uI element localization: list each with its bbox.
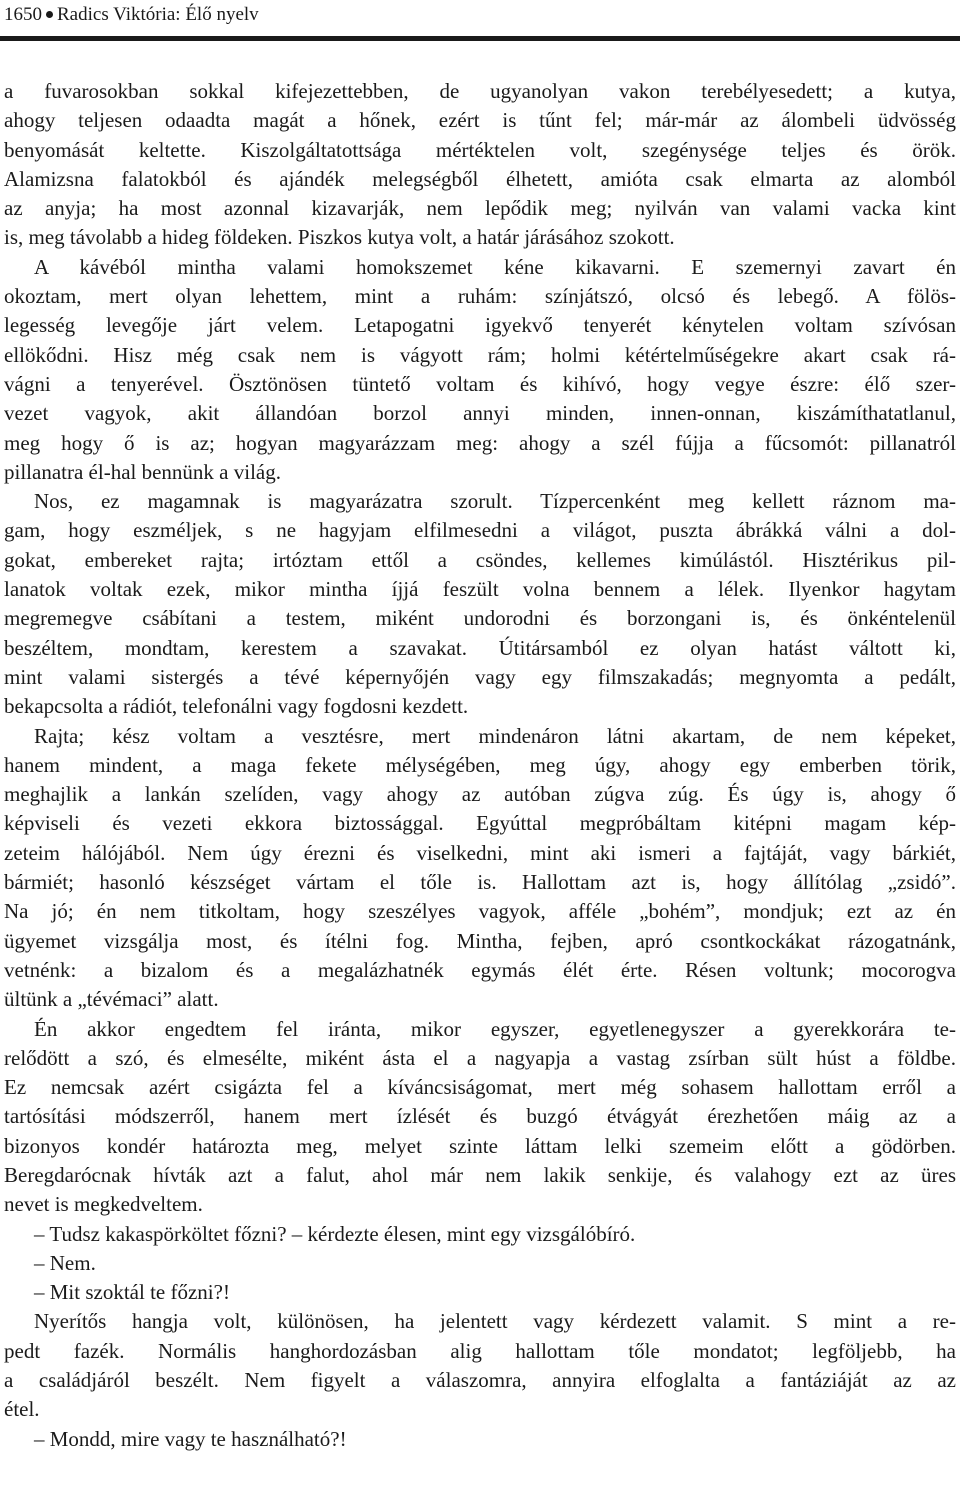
text-line: Nyerítős hangja volt, különösen, ha jelentett vagy kérdezett valamit. S mint a re- (34, 1309, 956, 1334)
text-line: ellökődni. Hisz még csak nem is vágyott rám; holmi kétértelműségekre akart csak rá- (4, 342, 956, 367)
text-line: az anyja; ha most azonnal kizavarják, nem lepődik meg; nyilván van valami vacka kint (4, 196, 956, 221)
text-line: meg hogy ő is az; hogyan magyarázzam meg: ahogy a szél fújja a fűcsomót: pillanatról (4, 430, 956, 455)
text-line: Na jó; én nem titkoltam, hogy szeszélyes vagyok, afféle „bohém”, mondjuk; ezt az én (4, 899, 956, 924)
text-line: vágni a tenyerével. Ösztönösen tüntető voltam és kihívó, hogy vegye észre: élő szer- (4, 371, 956, 396)
text-line: zeteim hálójából. Nem úgy érezni és viselkedni, mint aki ismeri a fajtáját, vagy bárkiét, (4, 840, 956, 865)
text-line: ahogy teljesen odaadta magát a hőnek, ezért is tűnt fel; már-már az álombeli üdvösség (4, 108, 956, 133)
running-header (4, 4, 259, 26)
text-line: ügyemet vizsgálja most, és ítélni fog. Mintha, fejben, apró csontkockákat rázogatnánk, (4, 928, 956, 953)
running-title: Radics Viktória: Élő nyelv (57, 4, 259, 25)
text-line: A kávéból mintha valami homokszemet kéne kikavarni. E szemernyi zavart én (34, 254, 956, 279)
page-number: 1650 (4, 4, 42, 25)
text-line: Nos, ez magamnak is magyarázatra szorult. Tízpercenként meg kellett ráznom ma- (34, 489, 956, 514)
text-line: relődött a szó, és elmesélte, miként ásta el a nagyapja a vastag zsírban sült húst a földbe. (4, 1045, 956, 1070)
text-line: – Mondd, mire vagy te használható?! (34, 1426, 347, 1451)
text-line: beszéltem, mondtam, kerestem a szavakat. Útitársamból ez olyan hatást váltott ki, (4, 635, 956, 660)
text-line: is, meg távolabb a hideg földeken. Piszkos kutya volt, a határ járásához szokott. (4, 225, 675, 250)
body-text (4, 77, 956, 1454)
text-line: gokat, embereket rajta; irtóztam ettől a csöndes, kellemes kimúlástól. Hisztérikus pil- (4, 547, 956, 572)
text-line: mint valami sistergés a tévé képernyőjén vagy egy filmszakadás; megnyomta a pedált, (4, 664, 956, 689)
text-line: vezet vagyok, akit állandóan borzol annyi minden, innen-onnan, kiszámíthatatlanul, (4, 401, 956, 426)
text-line: Alamizsna falatokból és ajándék melegségből élhetett, amióta csak elmarta az alomból (4, 166, 956, 191)
text-line: képviseli és vezeti ekkora biztossággal. Egyúttal megpróbáltam kitépni magam kép- (4, 811, 956, 836)
text-line: Beregdarócnak hívták azt a falut, ahol már nem lakik senkije, és valahogy ezt az üres (4, 1162, 956, 1187)
text-line: tartósítási módszerről, hanem mert ízlését és buzgó étvágyát érezhetően máig az a (4, 1104, 956, 1129)
text-line: a családjáról beszélt. Nem figyelt a válaszomra, annyira elfoglalta a fantáziáját az az (4, 1368, 956, 1393)
text-line: Én akkor engedtem fel iránta, mikor egyszer, egyetlenegyszer a gyerekkorára te- (34, 1016, 956, 1041)
text-line: pedt fazék. Normális hanghordozásban alig hallottam tőle mondatot; legföljebb, ha (4, 1338, 956, 1363)
text-line: – Tudsz kakaspörköltet főzni? – kérdezte élesen, mint egy vizsgálóbíró. (34, 1221, 636, 1246)
text-line: – Mit szoktál te főzni?! (34, 1280, 230, 1305)
text-line: bizonyos kondér határozta meg, melyet szinte láttam lelki szemeim előtt a gödörben. (4, 1133, 956, 1158)
text-line: nevet is megkedveltem. (4, 1192, 203, 1217)
text-line: megremegve csábítani a testem, miként undorodni és borzongani is, és önkéntelenül (4, 606, 956, 631)
text-line: bármiét; hasonló készséget vártam el tőle is. Hallottam azt is, hogy állítólag „zsidó”. (4, 870, 956, 895)
text-line: benyomását keltette. Kiszolgáltatottsága mértéktelen volt, szegénysége teljes és örök. (4, 137, 956, 162)
text-line: lanatok voltak ezek, mikor mintha íjjá feszült volna bennem a lélek. Ilyenkor hagytam (4, 577, 956, 602)
text-line: Ez nemcsak azért csigázta fel a kíváncsiságomat, mert még sohasem hallottam erről a (4, 1075, 956, 1100)
text-line: Rajta; kész voltam a vesztésre, mert mindenáron látni akartam, de nem képeket, (34, 723, 956, 748)
text-line: ültünk a „tévémaci” alatt. (4, 987, 219, 1012)
text-line: a fuvarosokban sokkal kifejezettebben, de ugyanolyan vakon terebélyesedett; a kutya, (4, 79, 956, 103)
text-line: bekapcsolta a rádiót, telefonálni vagy fogdosni kezdett. (4, 694, 469, 719)
header-rule (0, 36, 960, 41)
text-line: legesség levegője járt velem. Letapogatni igyekvő tenyerét kénytelen voltam szívósan (4, 313, 956, 338)
text-line: pillanatra él-hal bennünk a világ. (4, 459, 281, 484)
text-line: vetnénk: a bizalom és a megalázhatnék egymás élét érte. Résen voltunk; mocorogva (4, 957, 956, 982)
text-line: gam, hogy eszméljek, s ne hagyjam elfilmesedni a világot, puszta ábrákká válni a dol- (4, 518, 956, 543)
text-line: hanem mindent, a maga fekete mélységében, meg úgy, ahogy egy emberben törik, (4, 752, 956, 777)
bullet-separator-icon (46, 11, 53, 18)
text-line: – Nem. (34, 1250, 96, 1275)
text-line: okoztam, mert olyan lehettem, mint a ruhám: színjátszó, olcsó és lebegő. A fölös- (4, 284, 956, 309)
text-line: étel. (4, 1397, 40, 1422)
text-line: meghajlik a lankán szelíden, vagy ahogy az autóban zúgva zúg. És úgy is, ahogy ő (4, 782, 956, 807)
